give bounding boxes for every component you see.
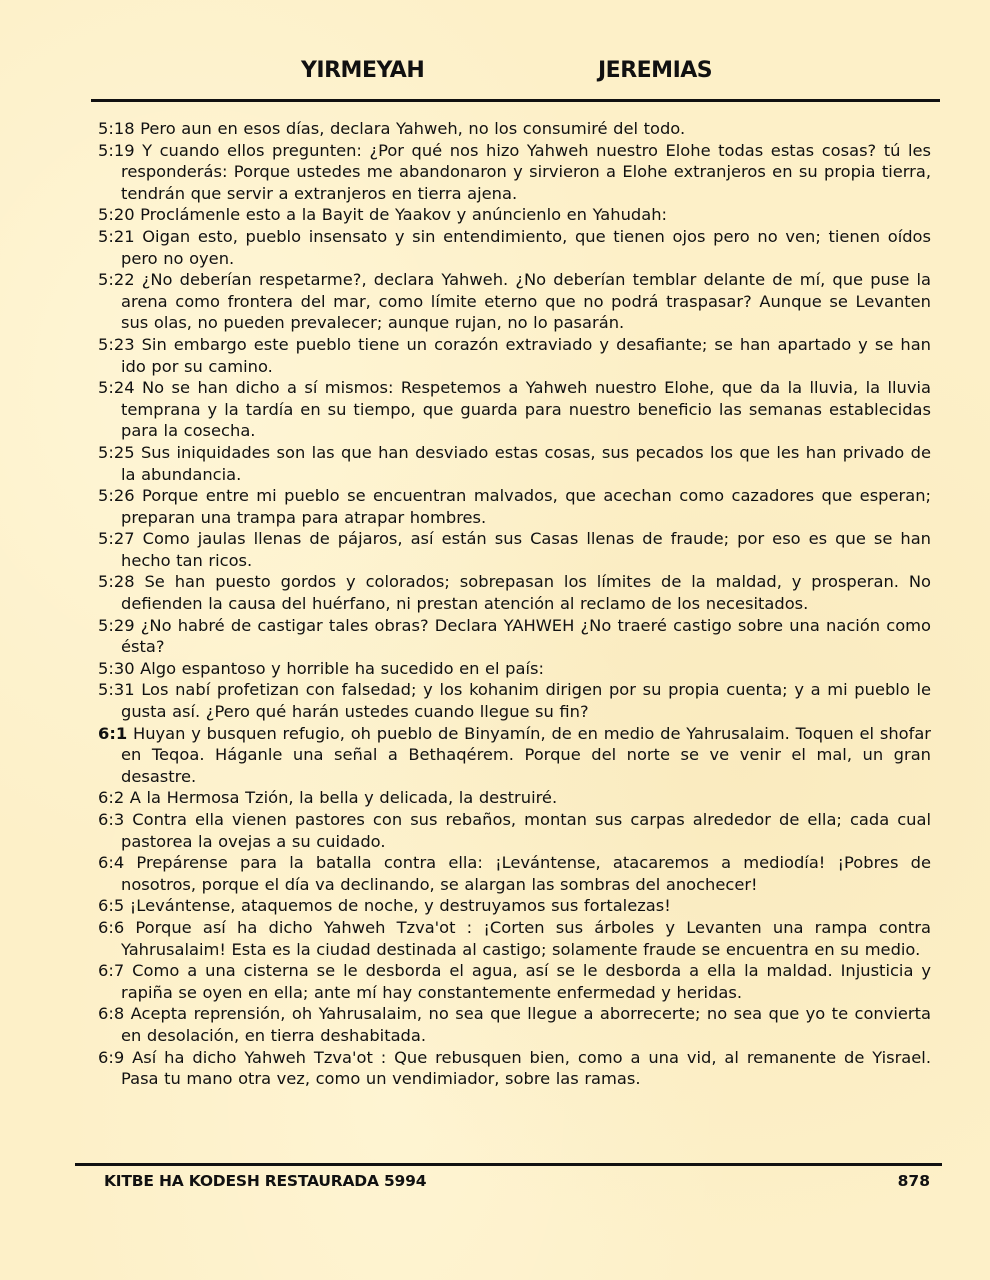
verse-text: Contra ella vienen pastores con sus rebaños, montan sus carpas alrededor de ella; cada cual pastorea la ovejas a su cuidado. <box>121 810 931 851</box>
verse-text: No se han dicho a sí mismos: Respetemos a Yahweh nuestro Elohe, que da la lluvia, la lluvia temprana y la tardía en su tiempo, que guarda para nuestro beneficio las semanas establecidas para la cosecha. <box>121 378 931 441</box>
verse <box>98 485 931 528</box>
verse-text: Proclámenle esto a la Bayit de Yaakov y anúncienlo en Yahudah: <box>134 205 668 225</box>
verse-text: A la Hermosa Tzión, la bella y delicada, la destruiré. <box>124 788 558 808</box>
verse <box>98 442 931 485</box>
verse-reference: 6:8 <box>98 1004 125 1024</box>
verse <box>98 118 931 140</box>
verse-text: Huyan y busquen refugio, oh pueblo de Binyamín, de en medio de Yahrusalaim. Toquen el shofar en Teqoa. Háganle una señal a Bethaqérem. Porque del norte se ve venir el mal, un gran desastre. <box>121 723 931 786</box>
verse <box>98 809 931 852</box>
verse <box>98 658 931 680</box>
verse-reference: 6:4 <box>98 853 125 873</box>
verse-reference: 5:20 <box>98 205 135 225</box>
verse <box>98 140 931 205</box>
verse <box>98 852 931 895</box>
verse-text: Los nabí profetizan con falsedad; y los kohanim dirigen por su propia cuenta; y a mi pueblo le gusta así. ¿Pero qué harán ustedes cuando llegue su fin? <box>121 680 931 722</box>
verse-reference: 6:5 <box>98 896 125 916</box>
verse-reference: 6:9 <box>98 1047 125 1067</box>
verse-reference: 5:27 <box>98 529 135 549</box>
verse-text: Pero aun en esos días, declara Yahweh, no los consumiré del todo. <box>134 119 686 138</box>
verse-text: Porque entre mi pueblo se encuentran malvados, que acechan como cazadores que esperan; preparan una trampa para atrapar hombres. <box>121 486 931 527</box>
verse <box>98 377 931 442</box>
verse-reference: 5:25 <box>98 442 135 462</box>
verse-reference: 5:24 <box>98 378 135 398</box>
verse <box>98 528 931 571</box>
verse-text: Algo espantoso y horrible ha sucedido en el país: <box>134 658 544 678</box>
verse-text: Sin embargo este pueblo tiene un corazón extraviado y desafiante; se han apartado y se han ido por su camino. <box>121 334 931 376</box>
verse <box>98 615 931 658</box>
verse-reference: 6:2 <box>98 788 125 808</box>
verse-reference: 5:21 <box>98 226 135 246</box>
verse <box>98 787 931 809</box>
verse-reference: 5:22 <box>98 270 135 290</box>
verse <box>98 1047 931 1090</box>
verse-text: Y cuando ellos pregunten: ¿Por qué nos hizo Yahweh nuestro Elohe todas estas cosas? tú les responderás: Porque ustedes me abandonaron y sirvieron a Elohe extranjeros en su propia tierra, tendrán que servir a extranjeros en tierra ajena. <box>121 140 931 203</box>
verse-reference: 6:1 <box>98 723 128 743</box>
footer-divider <box>75 1163 942 1166</box>
verse-reference: 6:6 <box>98 917 125 937</box>
verse-list <box>98 118 931 1090</box>
verse <box>98 895 931 917</box>
verse-text: Así ha dicho Yahweh Tzva'ot : Que rebusquen bien, como a una vid, al remanente de Yisrael. Pasa tu mano otra vez, como un vendimiador, sobre las ramas. <box>121 1047 931 1089</box>
footer-book-title: KITBE HA KODESH RESTAURADA 5994 <box>104 1172 427 1190</box>
verse <box>98 334 931 377</box>
verse-reference: 5:30 <box>98 658 135 678</box>
verse-text: Como a una cisterna se le desborda el agua, así se le desborda a ella la maldad. Injusticia y rapiña se oyen en ella; ante mí hay constantemente enfermedad y heridas. <box>121 961 931 1002</box>
verse-text: Como jaulas llenas de pájaros, así están sus Casas llenas de fraude; por eso es que se han hecho tan ricos. <box>121 529 931 570</box>
page-header <box>0 58 990 92</box>
verse-reference: 5:28 <box>98 572 135 592</box>
verse-text: ¿No deberían respetarme?, declara Yahweh. ¿No deberían temblar delante de mí, que puse la arena como frontera del mar, como límite eterno que no podrá traspasar? Aunque se Levanten sus olas, no pueden prevalecer; aunque rujan, no lo pasarán. <box>121 270 931 333</box>
header-divider <box>91 99 940 102</box>
verse-reference: 5:18 <box>98 119 135 138</box>
verse <box>98 226 931 269</box>
verse-reference: 5:29 <box>98 615 135 635</box>
verse-text: Porque así ha dicho Yahweh Tzva'ot : ¡Corten sus árboles y Levanten una rampa contra Yahrusalaim! Esta es la ciudad destinada al castigo; solamente fraude se encuentra en su medio. <box>121 917 931 959</box>
verse <box>98 723 931 788</box>
verse <box>98 679 931 722</box>
footer-page-number: 878 <box>897 1172 930 1190</box>
verse <box>98 204 931 226</box>
verse <box>98 571 931 614</box>
header-title-spanish: JEREMIAS <box>598 58 713 83</box>
verse-text: Se han puesto gordos y colorados; sobrepasan los límites de la maldad, y prosperan. No defienden la causa del huérfano, ni prestan atención al reclamo de los necesitados. <box>121 572 931 614</box>
verse-text: ¡Levántense, ataquemos de noche, y destruyamos sus fortalezas! <box>124 896 671 916</box>
verse-reference: 5:31 <box>98 680 135 700</box>
verse-text: ¿No habré de castigar tales obras? Declara YAHWEH ¿No traeré castigo sobre una nación como ésta? <box>121 615 931 657</box>
verse-text: Sus iniquidades son las que han desviado estas cosas, sus pecados los que les han privado de la abundancia. <box>121 442 931 484</box>
verse-reference: 6:7 <box>98 961 125 981</box>
verse <box>98 960 931 1003</box>
verse <box>98 269 931 334</box>
verse-reference: 6:3 <box>98 810 125 829</box>
header-title-hebrew: YIRMEYAH <box>301 58 425 83</box>
verse-reference: 5:26 <box>98 486 135 506</box>
verse-text: Acepta reprensión, oh Yahrusalaim, no sea que llegue a aborrecerte; no sea que yo te convierta en desolación, en tierra deshabitada. <box>121 1004 931 1045</box>
verse-reference: 5:19 <box>98 140 135 160</box>
verse <box>98 1003 931 1046</box>
verse-reference: 5:23 <box>98 334 135 354</box>
verse-text: Oigan esto, pueblo insensato y sin entendimiento, que tienen ojos pero no ven; tienen oídos pero no oyen. <box>121 226 931 268</box>
verse <box>98 917 931 960</box>
verse-text: Prepárense para la batalla contra ella: ¡Levántense, atacaremos a mediodía! ¡Pobres de nosotros, porque el día va declinando, se alargan las sombras del anochecer! <box>121 853 931 894</box>
